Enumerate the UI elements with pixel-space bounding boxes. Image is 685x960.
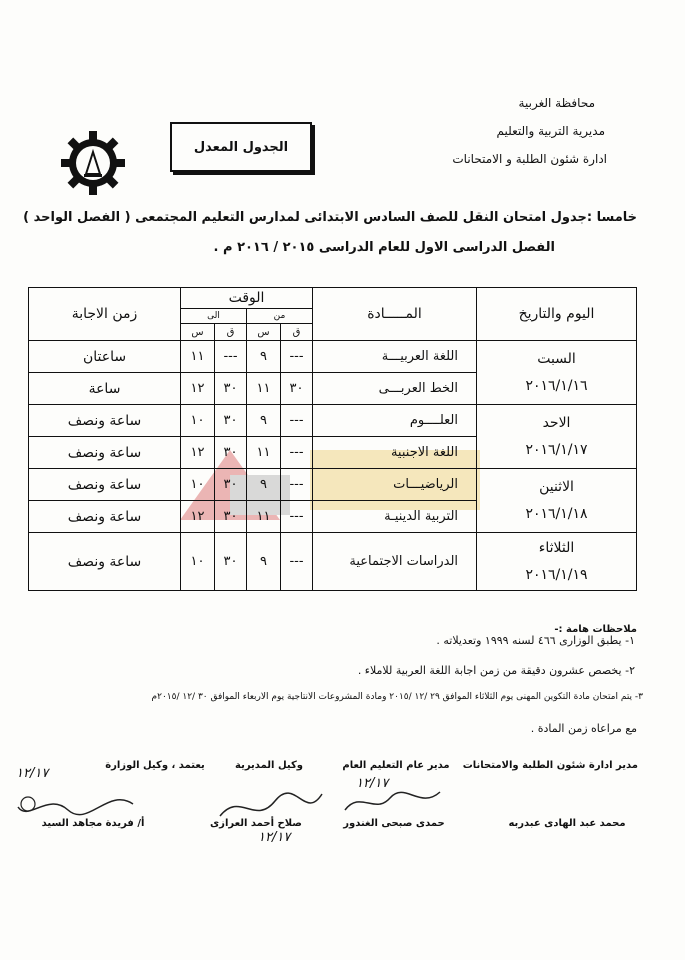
to-hour-cell: ١١ bbox=[181, 341, 215, 373]
note-item-2: ٢- يخصص عشرون دقيقة من زمن اجابة اللغة العربية للاملاء . bbox=[357, 664, 635, 677]
day-date: ٢٠١٦/١/١٨ bbox=[525, 505, 588, 522]
signature-name-admin: محمد عبد الهادى عبدربه bbox=[508, 818, 626, 829]
table-row bbox=[29, 341, 637, 373]
governorate-label: محافظة الغربية bbox=[518, 96, 595, 110]
ministry-gear-logo-icon bbox=[60, 130, 126, 196]
duration-cell: ساعة bbox=[29, 373, 181, 405]
directorate-label: مديرية التربية والتعليم bbox=[496, 124, 605, 138]
header-from-hour: س bbox=[247, 324, 281, 341]
table-row bbox=[29, 469, 637, 501]
day-cell bbox=[477, 533, 637, 591]
to-hour-cell: ١٢ bbox=[181, 501, 215, 533]
exam-schedule-table bbox=[28, 287, 637, 591]
from-minute-cell: --- bbox=[281, 437, 313, 469]
table-row bbox=[29, 533, 637, 591]
signature-title-deputy-ministry: يعتمد ، وكيل الوزارة bbox=[105, 760, 205, 771]
to-hour-cell: ١٢ bbox=[181, 437, 215, 469]
duration-cell: ساعتان bbox=[29, 341, 181, 373]
day-name: السبت bbox=[537, 350, 576, 367]
duration-cell: ساعة ونصف bbox=[29, 469, 181, 501]
day-name: الاثنين bbox=[539, 478, 574, 495]
to-minute-cell: ٣٠ bbox=[215, 501, 247, 533]
from-hour-cell: ١١ bbox=[247, 373, 281, 405]
handwritten-date-3: ١٢/١٧ bbox=[16, 766, 49, 781]
day-name: الثلاثاء bbox=[538, 540, 575, 556]
duration-cell: ساعة ونصف bbox=[29, 437, 181, 469]
subject-cell: العلــــوم bbox=[313, 405, 477, 437]
revised-label: الجدول المعدل bbox=[193, 139, 289, 155]
duration-cell: ساعة ونصف bbox=[29, 533, 181, 591]
header-to-minute: ق bbox=[215, 324, 247, 341]
header-day-date: اليوم والتاريخ bbox=[477, 288, 637, 341]
to-minute-cell: ٣٠ bbox=[215, 469, 247, 501]
day-date: ٢٠١٦/١/١٦ bbox=[525, 377, 588, 394]
from-minute-cell: ٣٠ bbox=[281, 373, 313, 405]
header-to: الى bbox=[181, 309, 247, 324]
subject-cell: التربية الدينيـة bbox=[313, 501, 477, 533]
to-minute-cell: ٣٠ bbox=[215, 437, 247, 469]
administration-label: ادارة شئون الطلبة و الامتحانات bbox=[452, 152, 607, 166]
signature-scribble-icon bbox=[340, 780, 450, 820]
day-date: ٢٠١٦/١/١٧ bbox=[525, 441, 588, 458]
signature-title-deputy-directorate: وكيل المديرية bbox=[235, 760, 303, 771]
signature-title-admin: مدير ادارة شئون الطلبة والامتحانات bbox=[462, 760, 638, 771]
header-subject: المـــــادة bbox=[313, 288, 477, 341]
from-minute-cell: --- bbox=[281, 405, 313, 437]
day-cell bbox=[477, 469, 637, 533]
from-minute-cell: --- bbox=[281, 469, 313, 501]
signature-name-deputy-directorate: صلاح أحمد العرازى bbox=[210, 818, 302, 829]
from-hour-cell: ٩ bbox=[247, 405, 281, 437]
subject-cell: اللغة العربيـــة bbox=[313, 341, 477, 373]
signature-name-general-manager: حمدى صبحى الغندور bbox=[343, 818, 445, 829]
day-date: ٢٠١٦/١/١٩ bbox=[525, 566, 588, 583]
to-minute-cell: --- bbox=[215, 341, 247, 373]
signature-name-deputy-ministry: أ/ فريدة مجاهد السيد bbox=[41, 818, 145, 829]
duration-cell: ساعة ونصف bbox=[29, 501, 181, 533]
header-to-hour: س bbox=[181, 324, 215, 341]
to-minute-cell: ٣٠ bbox=[215, 373, 247, 405]
handwritten-date-1: ١٢/١٧ bbox=[356, 776, 389, 791]
revised-schedule-box bbox=[170, 122, 312, 172]
note-item-4: مع مراعاه زمن المادة . bbox=[530, 722, 637, 735]
to-hour-cell: ١٠ bbox=[181, 533, 215, 591]
to-hour-cell: ١٢ bbox=[181, 373, 215, 405]
header-from: من bbox=[247, 309, 313, 324]
header-time: الوقت bbox=[181, 288, 313, 309]
subject-cell: الخط العربـــى bbox=[313, 373, 477, 405]
signature-title-general-manager: مدير عام التعليم العام bbox=[342, 760, 450, 771]
header-duration: زمن الاجابة bbox=[29, 288, 181, 341]
from-hour-cell: ٩ bbox=[247, 469, 281, 501]
to-hour-cell: ١٠ bbox=[181, 405, 215, 437]
handwritten-date-2: ١٢/١٧ bbox=[258, 830, 291, 845]
subject-cell: الرياضيـــات bbox=[313, 469, 477, 501]
from-minute-cell: --- bbox=[281, 533, 313, 591]
from-hour-cell: ١١ bbox=[247, 437, 281, 469]
day-name: الاحد bbox=[542, 414, 571, 431]
subject-cell: الدراسات الاجتماعية bbox=[313, 533, 477, 591]
to-minute-cell: ٣٠ bbox=[215, 533, 247, 591]
from-hour-cell: ٩ bbox=[247, 533, 281, 591]
duration-cell: ساعة ونصف bbox=[29, 405, 181, 437]
subject-cell: اللغة الاجنبية bbox=[313, 437, 477, 469]
header-from-minute: ق bbox=[281, 324, 313, 341]
from-minute-cell: --- bbox=[281, 341, 313, 373]
title-line-2: الفصل الدراسى الاول للعام الدراسى ٢٠١٥ / ٢٠١٦ م . bbox=[213, 240, 555, 255]
to-hour-cell: ١٠ bbox=[181, 469, 215, 501]
note-item-3: ٣- يتم امتحان مادة التكوين المهنى يوم الثلاثاء الموافق ٢٩ /١٢ /٢٠١٥ ومادة المشروعات الانتاجية يوم الاربعاء الموافق ٣٠ /١٢ /٢٠١٥م bbox=[151, 692, 643, 702]
to-minute-cell: ٣٠ bbox=[215, 405, 247, 437]
table-row bbox=[29, 405, 637, 437]
day-cell bbox=[477, 405, 637, 469]
title-line-1: خامسا :جدول امتحان النقل للصف السادس الابتدائى لمدارس التعليم المجتمعى ( الفصل الواحد ) bbox=[23, 210, 637, 225]
notes-title: ملاحظات هامة :- bbox=[554, 624, 637, 635]
note-item-1: ١- يطبق الوزارى ٤٦٦ لسنه ١٩٩٩ وتعديلاته . bbox=[436, 634, 635, 647]
from-minute-cell: --- bbox=[281, 501, 313, 533]
from-hour-cell: ١١ bbox=[247, 501, 281, 533]
day-cell bbox=[477, 341, 637, 405]
from-hour-cell: ٩ bbox=[247, 341, 281, 373]
